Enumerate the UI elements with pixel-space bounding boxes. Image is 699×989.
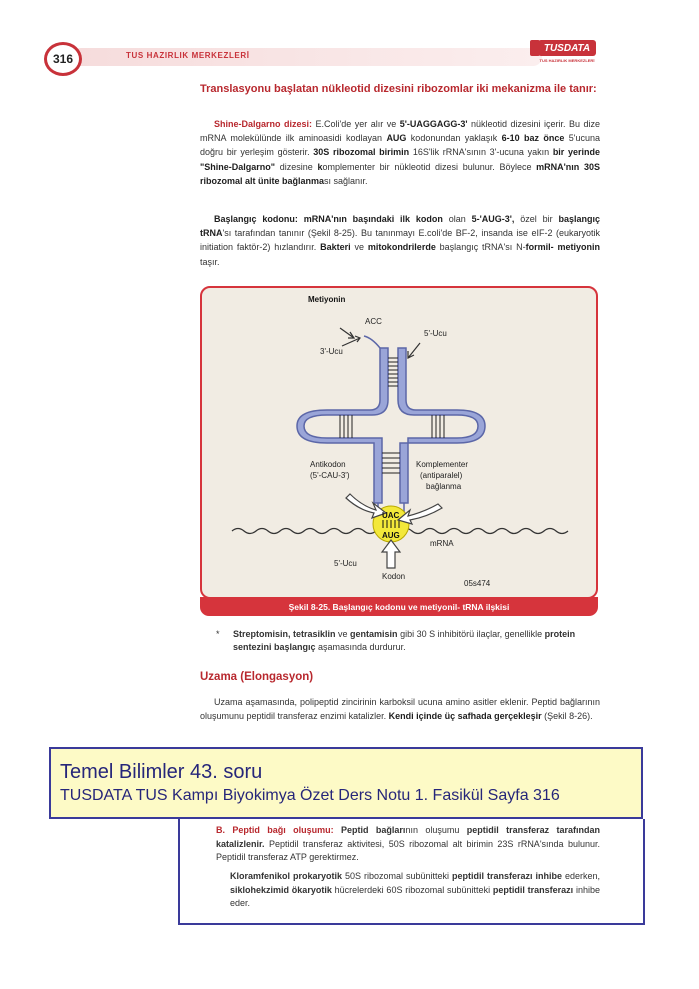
paragraph-peptide-bond: B. Peptid bağı oluşumu: Peptid bağlarının oluşumu peptidil transferaz tarafından katalizlenir. Peptidil transferaz aktivitesi, 50S ribozomal alt birimin 23S rRNA'sında bulunur. Peptidil transferaz ATP gerektirmez. bbox=[216, 825, 601, 862]
paragraph-start-codon: Başlangıç kodonu: mRNA'nın başındaki ilk kodon olan 5-'AUG-3', özel bir başlangıç tRNA'sı tarafından tanınır (Şekil 8-25). Bu tanınmayı E.coli'de BF-2, insanda ise eIF-2 (eukaryotik initiation faktör-2) hızlandırır. Bakteri ve mitokondrilerde başlangıç tRNA'sı N-formil- metiyonin taşır. bbox=[200, 214, 600, 267]
paragraph-chloramphenicol: Kloramfenikol prokaryotik 50S ribozomal subünitteki peptidil transferazı inhibe ederken, siklohekzimid ökaryotik hücrelerdeki 60S ribozomal subünitteki peptidil transferazı inhibe eder. bbox=[230, 871, 601, 908]
label-3-ucu-left: 3'-Ucu bbox=[320, 347, 343, 356]
label-5-ucu-top: 5'-Ucu bbox=[424, 329, 447, 338]
section-heading-translation: Translasyonu başlatan nükleotid dizesini ribozomlar iki mekanizma ile tanır: bbox=[200, 83, 597, 95]
label-antikodon: Antikodon bbox=[310, 460, 346, 469]
annotation-source: TUSDATA TUS Kampı Biyokimya Özet Ders Notu 1. Fasikül Sayfa 316 bbox=[60, 787, 560, 804]
figure-caption: Şekil 8-25. Başlangıç kodonu ve metiyonil- tRNA ilşkisi bbox=[200, 597, 598, 616]
logo-text: TUSDATA bbox=[538, 40, 596, 56]
paragraph-shine-dalgarno: Shine-Dalgarno dizesi: E.Coli'de yer alır ve 5'-UAGGAGG-3' nükleotid dizesini içerir. Bu dize mRNA molekülünde ilk aminoasidi kodlayan AUG kodonundan yaklaşık 6-10 baz önce 5'ucuna doğru bir yerleşim gösterir. 30S ribozomal birimin 16S'lik rRNA'sının 3'-ucuna yakın bir yerinde "Shine-Dalgarno" dizesine komplementer bir nükleotid dizesi bulunur. Böylece mRNA'nın 30S ribozomal alt ünite bağlanması sağlanır. bbox=[200, 119, 601, 186]
section-heading-elongation: Uzama (Elongasyon) bbox=[200, 671, 314, 683]
figure-trna-diagram bbox=[200, 286, 598, 599]
label-kodon: Kodon bbox=[382, 572, 406, 581]
trna-diagram-svg bbox=[202, 288, 600, 601]
label-antiparalel: (antiparalel) bbox=[420, 471, 463, 480]
note-text: Streptomisin, tetrasiklin ve gentamisin gibi 30 S inhibitörü ilaçlar, genellikle protein sentezini başlangıç aşamasında durdurur. bbox=[233, 629, 576, 652]
label-baglanma: bağlanma bbox=[426, 482, 462, 491]
label-metiyonin: Metiyonin bbox=[308, 295, 346, 304]
label-antikodon-seq: (5'-CAU-3') bbox=[310, 471, 350, 480]
logo-subtitle: TUS HAZIRLIK MERKEZLERİ bbox=[539, 58, 595, 63]
label-komplementer: Komplementer bbox=[416, 460, 469, 469]
label-figure-code: 05s474 bbox=[464, 579, 491, 588]
note-star: * bbox=[216, 629, 220, 639]
paragraph-elongation: Uzama aşamasında, polipeptid zincirinin karboksil ucuna amino asitler eklenir. Peptid bağlarının oluşumunu peptidil transferaz enzimi katalizler. Kendi içinde üç safhada gerçekleşir (Şekil 8-26). bbox=[200, 697, 600, 722]
annotation-title: Temel Bilimler 43. soru bbox=[60, 761, 263, 783]
label-uac: UAC bbox=[382, 511, 400, 520]
label-acc: ACC bbox=[365, 317, 382, 326]
label-5-ucu-bottom: 5'-Ucu bbox=[334, 559, 357, 568]
page-number: 316 bbox=[44, 42, 82, 76]
header-title: TUS HAZIRLIK MERKEZLERİ bbox=[126, 51, 250, 60]
label-mrna: mRNA bbox=[430, 539, 454, 548]
tusdata-logo bbox=[530, 40, 598, 68]
label-aug: AUG bbox=[382, 531, 400, 540]
